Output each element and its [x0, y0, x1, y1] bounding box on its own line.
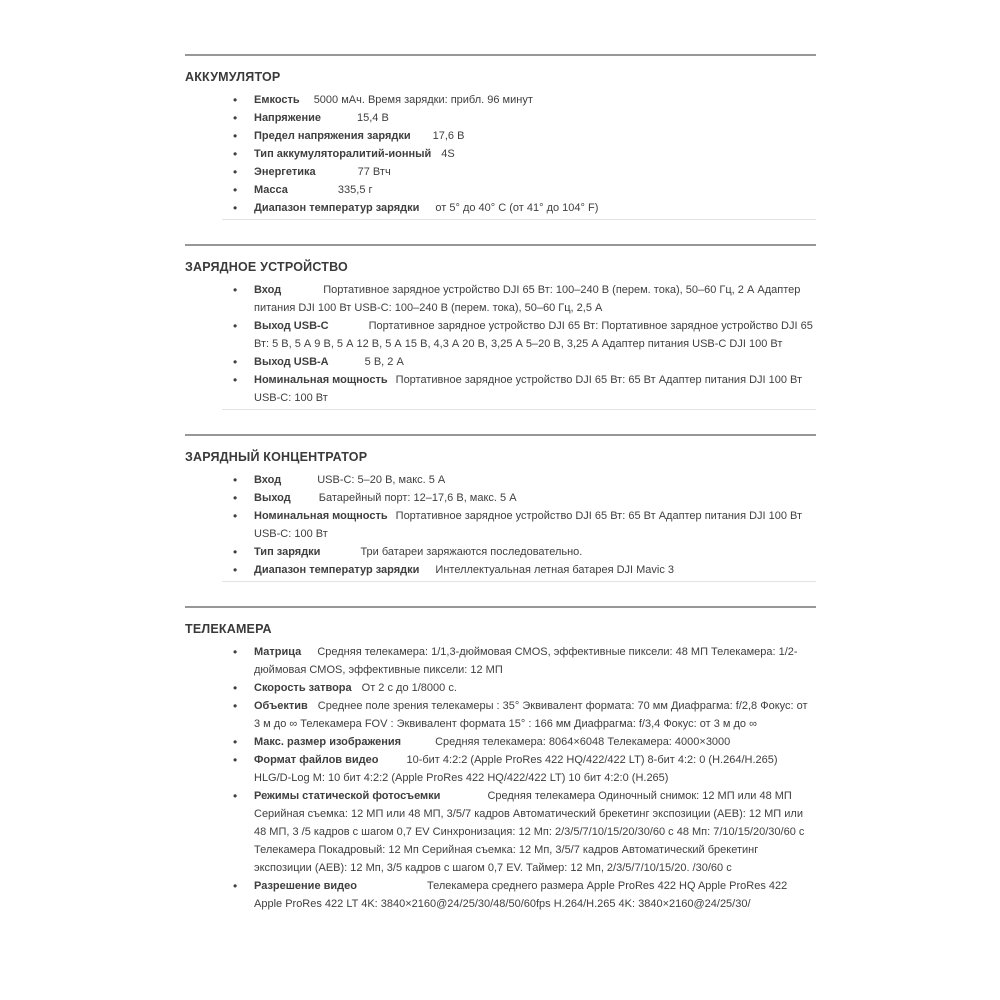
spec-value: Портативное зарядное устройство DJI 65 Вт: 100–240 В (перем. тока), 50–60 Гц, 2 А Адаптер питания DJI 100 Вт USB-C: 100–240 В (перем. тока), 50–60 Гц, 2,5 А — [254, 284, 801, 314]
spec-label: Энергетика — [254, 166, 316, 178]
spec-item — [254, 471, 816, 489]
section-divider — [185, 434, 816, 436]
spec-item — [254, 109, 816, 127]
section-title: ТЕЛЕКАМЕРА — [185, 622, 272, 636]
spec-label: Выход USB-A — [254, 356, 329, 368]
spec-label: Емкость — [254, 94, 300, 106]
spec-value: 5000 мАч. Время зарядки: прибл. 96 минут — [313, 94, 533, 106]
spec-label: Тип аккумуляторалитий-ионный — [254, 148, 432, 160]
spec-item — [254, 371, 816, 407]
spec-value: Интеллектуальная летная батарея DJI Mavic 3 — [435, 564, 675, 576]
spec-list — [185, 91, 816, 217]
document-content — [185, 0, 816, 913]
spec-value: Телекамера среднего размера Apple ProRes 422 HQ Apple ProRes 422 Apple ProRes 422 LT 4K: 3840×2160@24/25/30/48/50/60fps H.264/H.265 4K: 3840×2160@24/25/30/ — [254, 880, 788, 910]
label-value-gap — [411, 138, 433, 139]
spec-item — [254, 733, 816, 751]
label-value-gap — [308, 708, 318, 709]
spec-item — [254, 787, 816, 877]
label-value-gap — [388, 518, 396, 519]
label-value-gap — [300, 102, 314, 103]
section-tele-camera — [185, 622, 816, 913]
label-value-gap — [316, 174, 358, 175]
label-value-gap — [431, 156, 441, 157]
spec-item — [254, 489, 816, 507]
row-underline — [222, 409, 816, 410]
spec-label: Масса — [254, 184, 288, 196]
label-value-gap — [388, 382, 396, 383]
spec-list — [185, 471, 816, 579]
spec-item — [254, 507, 816, 543]
spec-value: Портативное зарядное устройство DJI 65 Вт: 65 Вт Адаптер питания DJI 100 Вт USB-C: 100 Вт — [254, 374, 803, 404]
spec-value: От 2 с до 1/8000 с. — [361, 682, 457, 694]
spec-label: Номинальная мощность — [254, 510, 388, 522]
label-value-gap — [378, 762, 406, 763]
spec-label: Напряжение — [254, 112, 321, 124]
section-divider — [185, 606, 816, 608]
spec-item — [254, 91, 816, 109]
label-value-gap — [419, 210, 435, 211]
spec-item — [254, 561, 816, 579]
spec-label: Вход — [254, 284, 282, 296]
spec-list — [185, 643, 816, 913]
section-charger — [185, 260, 816, 410]
spec-label: Номинальная мощность — [254, 374, 388, 386]
spec-item — [254, 643, 816, 679]
label-value-gap — [352, 690, 362, 691]
spec-value: USB-C: 5–20 В, макс. 5 А — [317, 474, 446, 486]
spec-label: Вход — [254, 474, 282, 486]
label-value-gap — [419, 572, 435, 573]
spec-value: 10-бит 4:2:2 (Apple ProRes 422 HQ/422/422 LT) 8-бит 4:2: 0 (H.264/H.265) HLG/D-Log M: 10 бит 4:2:2 (Apple ProRes 422 HQ/422/422 LT) 10 бит 4:2:0 (H.265) — [254, 754, 778, 784]
spec-label: Макс. размер изображения — [254, 736, 402, 748]
label-value-gap — [357, 888, 427, 889]
spec-label: Диапазон температур зарядки — [254, 564, 420, 576]
spec-item — [254, 281, 816, 317]
section-title: ЗАРЯДНЫЙ КОНЦЕНТРАТОР — [185, 450, 368, 464]
label-value-gap — [440, 798, 487, 799]
section-title: ЗАРЯДНОЕ УСТРОЙСТВО — [185, 260, 348, 274]
spec-value: Средняя телекамера: 1/1,3-дюймовая CMOS, эффективные пиксели: 48 МП Телекамера: 1/2-дюймовая CMOS, эффективные пиксели: 12 МП — [254, 646, 798, 676]
spec-value: Средняя телекамера Одиночный снимок: 12 МП или 48 МП Серийная съемка: 12 МП или 48 МП, 3/5/7 кадров Автоматический брекетинг экспозиции (AEB): 12 МП или 48 МП, 3 /5 кадров с шагом 0,7 EV Синхронизация: 12 Мп: 2/3/5/7/10/15/20/30/60 с 48 Мп: 7/10/15/20/30/60 с Телекамера Покадровый: 12 Мп Серийная съемка: 12 Мп, 3/5/7 кадров Автоматический брекетинг экспозиции (AEB): 12 Мп, 3/5 кадров с шагом 0,7 EV. Таймер: 12 Мп, 2/3/5/7/10/15/20. /30/60 с — [254, 790, 805, 874]
section-divider — [185, 244, 816, 246]
label-value-gap — [329, 328, 369, 329]
spec-item — [254, 199, 816, 217]
label-value-gap — [281, 482, 317, 483]
spec-item — [254, 127, 816, 145]
section-battery — [185, 70, 816, 220]
spec-label: Выход USB-C — [254, 320, 329, 332]
spec-label: Режимы статической фотосъемки — [254, 790, 441, 802]
label-value-gap — [321, 120, 357, 121]
spec-value: 17,6 В — [432, 130, 465, 142]
spec-value: Портативное зарядное устройство DJI 65 Вт: 65 Вт Адаптер питания DJI 100 Вт USB-C: 100 Вт — [254, 510, 803, 540]
row-underline — [222, 581, 816, 582]
spec-value: от 5° до 40° C (от 41° до 104° F) — [435, 202, 599, 214]
spec-label: Скорость затвора — [254, 682, 352, 694]
spec-item — [254, 145, 816, 163]
spec-item — [254, 543, 816, 561]
spec-value: Портативное зарядное устройство DJI 65 Вт: Портативное зарядное устройство DJI 65 Вт: 5 В, 5 А 9 В, 5 А 12 В, 5 А 15 В, 4,3 А 20 В, 3,25 А 5–20 В, 3,25 А Адаптер питания USB-C DJI 100 Вт — [254, 320, 813, 350]
spec-value: 5 В, 2 А — [364, 356, 404, 368]
spec-list — [185, 281, 816, 407]
label-value-gap — [288, 192, 338, 193]
spec-item — [254, 181, 816, 199]
spec-label: Предел напряжения зарядки — [254, 130, 411, 142]
spec-value: 4S — [441, 148, 455, 160]
spec-item — [254, 679, 816, 697]
spec-label: Матрица — [254, 646, 302, 658]
row-underline — [222, 219, 816, 220]
spec-item — [254, 353, 816, 371]
spec-value: Среднее поле зрения телекамеры : 35° Эквивалент формата: 70 мм Диафрагма: f/2,8 Фокус: от 3 м до ∞ Телекамера FOV : Эквивалент формата 15° : 166 мм Диафрагма: f/3,4 Фокус: от 3 м до ∞ — [254, 700, 808, 730]
spec-item — [254, 877, 816, 913]
label-value-gap — [301, 654, 317, 655]
spec-value: 77 Втч — [357, 166, 391, 178]
label-value-gap — [329, 364, 365, 365]
spec-value: Три батареи заряжаются последовательно. — [360, 546, 583, 558]
label-value-gap — [291, 500, 319, 501]
spec-value: 15,4 В — [357, 112, 389, 124]
spec-label: Тип зарядки — [254, 546, 321, 558]
spec-label: Объектив — [254, 700, 308, 712]
label-value-gap — [281, 292, 323, 293]
section-divider — [185, 54, 816, 56]
spec-label: Выход — [254, 492, 291, 504]
spec-item — [254, 697, 816, 733]
label-value-gap — [401, 744, 435, 745]
spec-label: Диапазон температур зарядки — [254, 202, 420, 214]
spec-value: Средняя телекамера: 8064×6048 Телекамера: 4000×3000 — [435, 736, 731, 748]
section-charging-hub — [185, 450, 816, 582]
section-title: АККУМУЛЯТОР — [185, 70, 281, 84]
spec-value: 335,5 г — [337, 184, 373, 196]
spec-label: Разрешение видео — [254, 880, 357, 892]
label-value-gap — [320, 554, 360, 555]
spec-value: Батарейный порт: 12–17,6 В, макс. 5 А — [318, 492, 517, 504]
spec-label: Формат файлов видео — [254, 754, 379, 766]
spec-item — [254, 163, 816, 181]
spec-item — [254, 751, 816, 787]
spec-item — [254, 317, 816, 353]
